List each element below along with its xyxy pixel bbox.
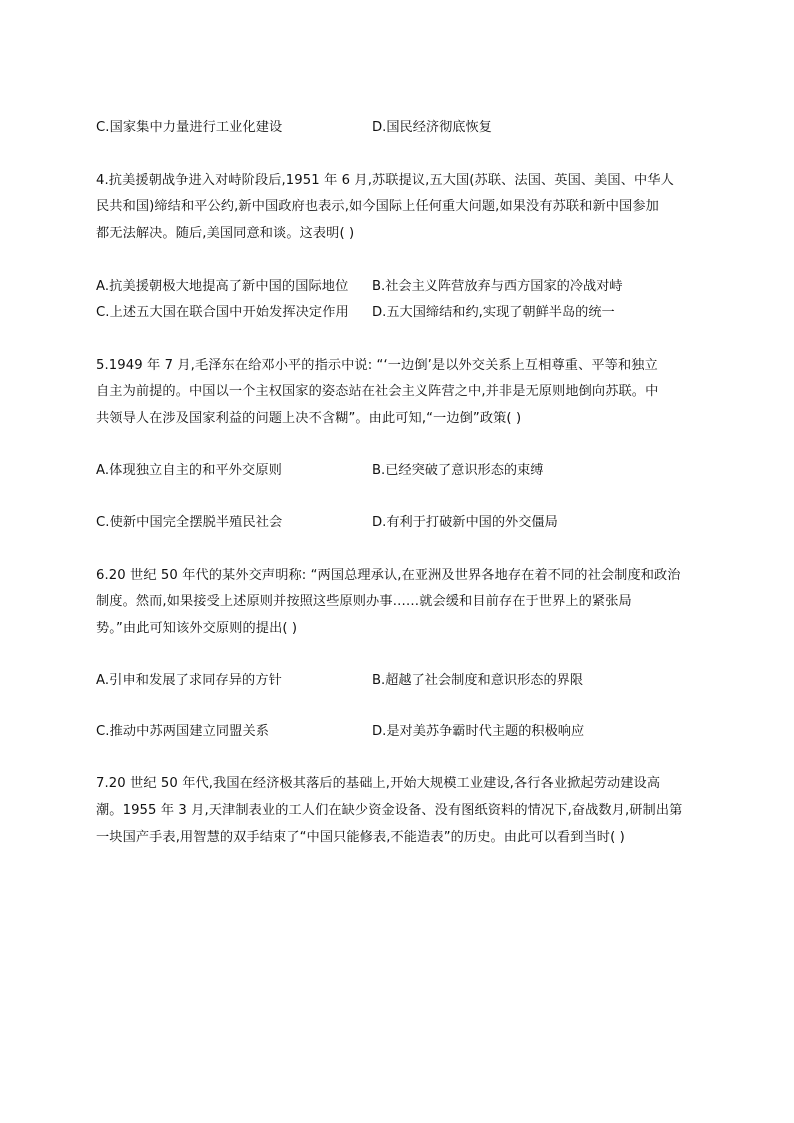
q3-option-c: C.国家集中力量进行工业化建设	[96, 120, 283, 135]
q4-option-d: D.五大国缔结和约,实现了朝鲜半岛的统一	[372, 305, 615, 320]
q4-stem-line-1: 4.抗美援朝战争进入对峙阶段后,1951 年 6 月,苏联提议,五大国(苏联、法国、英国、美国、中华人	[96, 173, 674, 188]
q6-option-b: B.超越了社会制度和意识形态的界限	[372, 673, 584, 688]
q4-stem-line-2: 民共和国)缔结和平公约,新中国政府也表示,如今国际上任何重大问题,如果没有苏联和新中国参加	[96, 199, 659, 214]
q5-option-b: B.已经突破了意识形态的束缚	[372, 463, 544, 478]
q6-option-a: A.引申和发展了求同存异的方针	[96, 673, 282, 688]
q7-stem-line-1: 7.20 世纪 50 年代,我国在经济极其落后的基础上,开始大规模工业建设,各行各业掀起劳动建设高	[96, 776, 661, 791]
q6-stem-line-3: 势。”由此可知该外交原则的提出( )	[96, 621, 298, 636]
q5-option-c: C.使新中国完全摆脱半殖民社会	[96, 515, 283, 530]
q5-stem-line-1: 5.1949 年 7 月,毛泽东在给邓小平的指示中说: “‘一边倒’是以外交关系上互相尊重、平等和独立	[96, 358, 658, 373]
q6-stem-line-1: 6.20 世纪 50 年代的某外交声明称: “两国总理承认,在亚洲及世界各地存在着不同的社会制度和政治	[96, 568, 681, 583]
q7-stem-line-2: 潮。1955 年 3 月,天津制表业的工人们在缺少资金设备、没有图纸资料的情况下,奋战数月,研制出第	[96, 803, 683, 818]
q4-option-b: B.社会主义阵营放弃与西方国家的冷战对峙	[372, 279, 623, 294]
q6-option-d: D.是对美苏争霸时代主题的积极响应	[372, 724, 585, 739]
q5-stem-line-3: 共领导人在涉及国家利益的问题上决不含糊”。由此可知,“一边倒”政策( )	[96, 411, 522, 426]
q6-option-c: C.推动中苏两国建立同盟关系	[96, 724, 270, 739]
q4-stem-line-3: 都无法解决。随后,美国同意和谈。这表明( )	[96, 226, 355, 241]
q4-option-c: C.上述五大国在联合国中开始发挥决定作用	[96, 305, 349, 320]
q5-option-a: A.体现独立自主的和平外交原则	[96, 463, 282, 478]
q5-option-d: D.有利于打破新中国的外交僵局	[372, 515, 558, 530]
q7-stem-line-3: 一块国产手表,用智慧的双手结束了“中国只能修表,不能造表”的历史。由此可以看到当时( )	[96, 830, 625, 845]
q4-option-a: A.抗美援朝极大地提高了新中国的国际地位	[96, 279, 349, 294]
q5-stem-line-2: 自主为前提的。中国以一个主权国家的姿态站在社会主义阵营之中,并非是无原则地倒向苏联。中	[96, 384, 659, 399]
q6-stem-line-2: 制度。然而,如果接受上述原则并按照这些原则办事……就会缓和目前存在于世界上的紧张局	[96, 594, 632, 609]
q3-option-d: D.国民经济彻底恢复	[372, 120, 492, 135]
